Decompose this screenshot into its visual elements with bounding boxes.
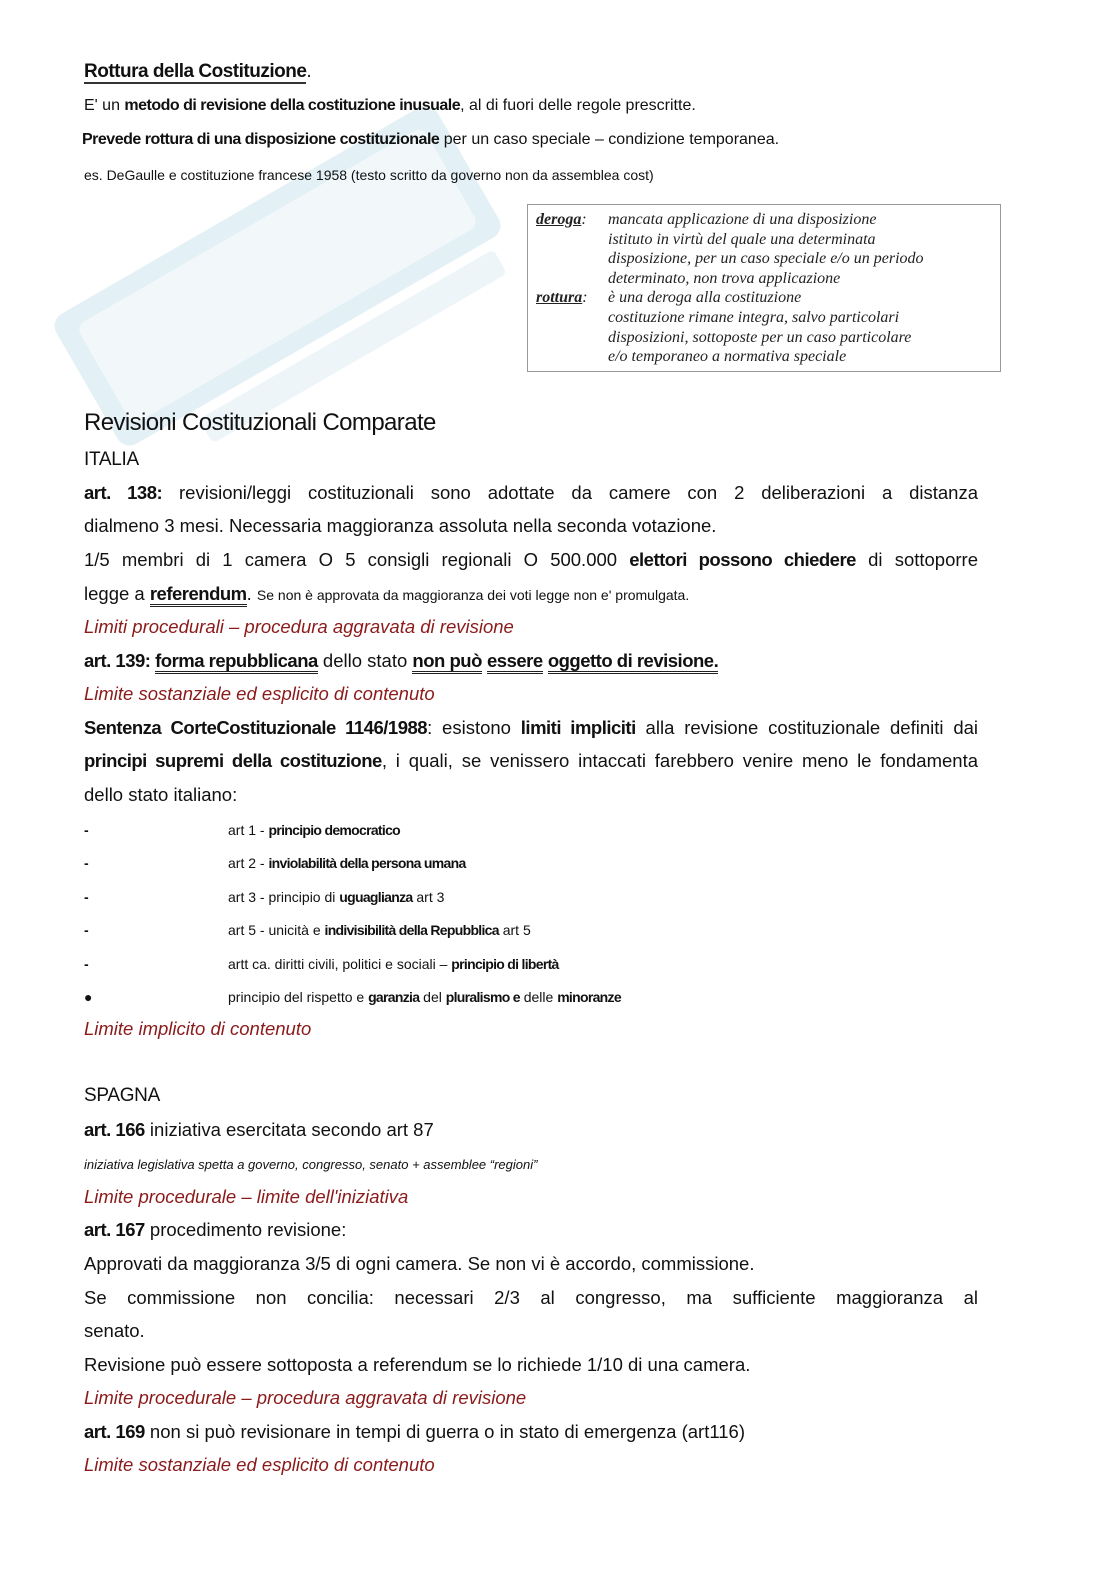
limit-procedural-3: Limite procedurale – procedura aggravata di revisione (84, 1387, 527, 1408)
art138-line2: dialmeno 3 mesi. Necessaria maggioranza assoluta nella seconda votazione. (84, 515, 717, 536)
art166-line: art. 166 iniziativa esercitata secondo art 87 (84, 1119, 434, 1140)
list-item: ● principio del rispetto e garanzia del pluralismo e delle minoranze (84, 989, 621, 1005)
def-deroga: deroga: mancata applicazione di una disposizione (536, 211, 877, 228)
art167-p2-line1: Se commissione non concilia: necessari 2/3 al congresso, ma sufficiente maggioranza al (84, 1287, 978, 1308)
list-item: - art 2 - inviolabilità della persona umana (84, 855, 466, 871)
referendum-line1: 1/5 membri di 1 camera O 5 consigli regionali O 500.000 elettori possono chiedere di sottoporre (84, 549, 978, 570)
subtitle-spagna: SPAGNA (84, 1085, 160, 1106)
paragraph-definition: E' un metodo di revisione della costituzione inusuale, al di fuori delle regole prescritte. (84, 97, 696, 114)
subtitle-italia: ITALIA (84, 449, 139, 470)
limit-substantial-2: Limite sostanziale ed esplicito di contenuto (84, 1454, 435, 1475)
sentenza-line3: dello stato italiano: (84, 784, 238, 805)
list-item: - art 3 - principio di uguaglianza art 3 (84, 889, 445, 905)
limit-implicit: Limite implicito di contenuto (84, 1018, 312, 1039)
def-rottura: rottura: è una deroga alla costituzione (536, 289, 802, 307)
sentenza-line2: principi supremi della costituzione, i quali, se venissero intaccati farebbero venire meno le fondamenta (84, 750, 978, 771)
list-item: - artt ca. diritti civili, politici e sociali – principio di libertà (84, 956, 559, 972)
sentenza-line1: Sentenza CorteCostituzionale 1146/1988: esistono limiti impliciti alla revisione costituzionale definiti dai (84, 717, 979, 738)
art139-line: art. 139: forma repubblicana dello stato non può essere oggetto di revisione. (84, 649, 978, 673)
art167-line: art. 167 procedimento revisione: (84, 1219, 347, 1240)
limit-procedural-1: Limiti procedurali – procedura aggravata di revisione (84, 616, 514, 637)
art138-line1: art. 138: revisioni/leggi costituzionali sono adottate da camere con 2 deliberazioni a distanza (84, 482, 978, 503)
art169-line: art. 169 non si può revisionare in tempi di guerra o in stato di emergenza (art116) (84, 1421, 745, 1442)
definition-box: deroga: mancata applicazione di una disposizione istituto in virtù del quale una determinata disposizione, per un caso speciale e/o un periodo determinato, non trova applicazione rottura: è una deroga alla costituzione costituzione rimane integra, salvo particolari disposizioni, sottoposte per un caso particolare e/o temporaneo a normativa speciale (527, 204, 1001, 372)
paragraph-example: es. DeGaulle e costituzione francese 1958 (testo scritto da governo non da assemblea cost) (84, 167, 654, 183)
paragraph-prevede: Prevede rottura di una disposizione costituzionale per un caso speciale – condizione temporanea. (82, 131, 780, 148)
section-title-revisioni: Revisioni Costituzionali Comparate (84, 409, 436, 436)
referendum-line2: legge a referendum. Se non è approvata da maggioranza dei voti legge non e' promulgata. (84, 582, 978, 607)
section-title-rottura: Rottura della Costituzione. (84, 61, 312, 82)
art167-p1: Approvati da maggioranza 3/5 di ogni camera. Se non vi è accordo, commissione. (84, 1253, 755, 1274)
limit-procedural-2: Limite procedurale – limite dell'iniziativa (84, 1186, 409, 1207)
art167-p2-line2: senato. (84, 1320, 145, 1341)
art167-p3: Revisione può essere sottoposta a referendum se lo richiede 1/10 di una camera. (84, 1354, 751, 1375)
art166-note: iniziativa legislativa spetta a governo, congresso, senato + assemblee “regioni” (84, 1157, 538, 1172)
list-item: - art 1 - principio democratico (84, 822, 401, 838)
limit-substantial-1: Limite sostanziale ed esplicito di contenuto (84, 683, 435, 704)
list-item: - art 5 - unicità e indivisibilità della Repubblica art 5 (84, 922, 531, 938)
